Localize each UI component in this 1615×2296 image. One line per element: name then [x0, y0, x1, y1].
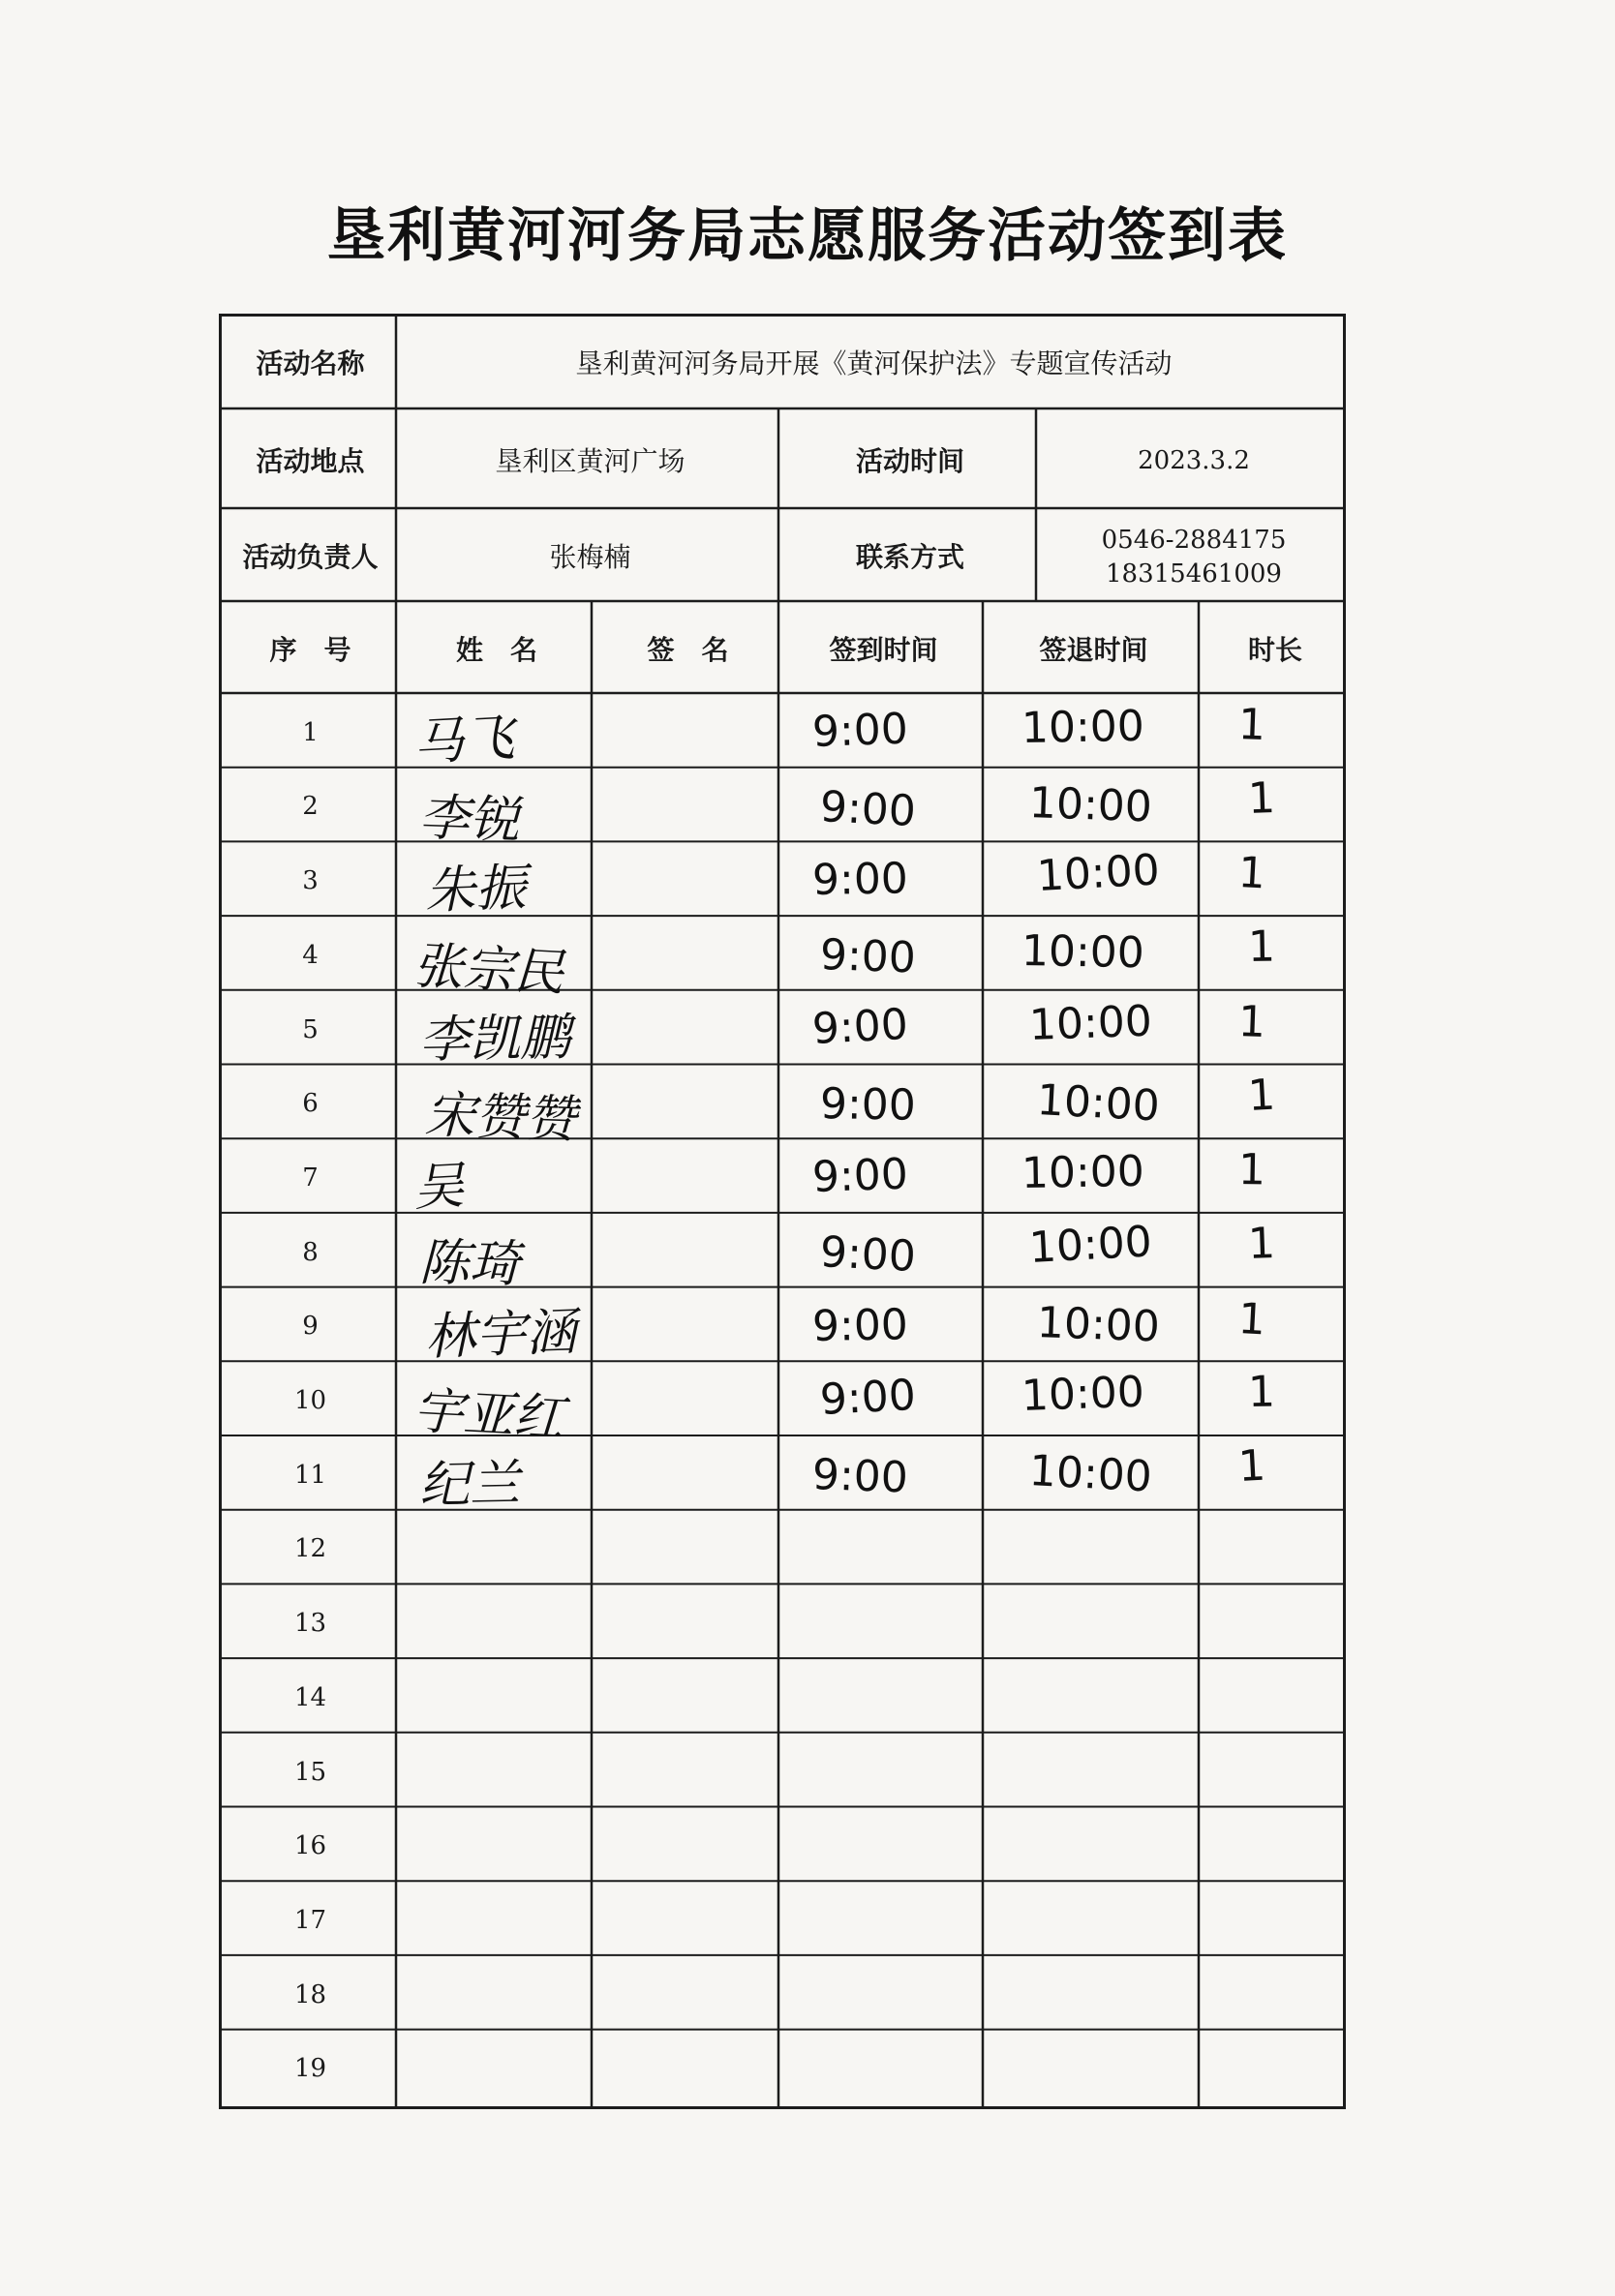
duration-value: 1: [1247, 1218, 1276, 1269]
row-number: 8: [302, 1237, 319, 1267]
row-number: 7: [302, 1163, 319, 1193]
handwritten-name: 李凯鹏: [418, 1009, 571, 1070]
duration-value: 1: [1237, 700, 1266, 750]
checkout-time: 10:00: [1027, 1217, 1153, 1273]
page-title: 垦利黄河河务局志愿服务活动签到表: [327, 202, 1288, 270]
checkout-time: 10:00: [1021, 926, 1145, 979]
checkin-time: 9:00: [811, 1450, 909, 1503]
contact-label: 联系方式: [855, 541, 964, 574]
duration-value: 1: [1237, 1145, 1266, 1195]
duration-value: 1: [1247, 921, 1276, 973]
handwritten-name: 陈琦: [418, 1233, 521, 1294]
checkout-time: 10:00: [1021, 1146, 1145, 1199]
handwritten-name: 朱振: [424, 859, 528, 921]
duration-value: 1: [1236, 848, 1267, 899]
checkout-time: 10:00: [1021, 1367, 1145, 1422]
checkout-time: 10:00: [1028, 777, 1153, 832]
checkout-time: 10:00: [1035, 845, 1161, 902]
checkout-time: 10:00: [1028, 996, 1153, 1050]
leader-value: 张梅楠: [549, 541, 631, 574]
checkin-time: 9:00: [811, 1299, 909, 1351]
location-value: 垦利区黄河广场: [495, 444, 686, 477]
row-number: 13: [293, 1609, 327, 1639]
handwritten-name: 李锐: [417, 788, 521, 851]
row-number: 3: [302, 866, 319, 896]
checkin-time: 9:00: [819, 1078, 917, 1131]
col-header-signature: 签 名: [647, 633, 729, 666]
leader-label: 活动负责人: [242, 541, 379, 574]
col-header-name: 姓 名: [455, 633, 537, 666]
activity-name-value: 垦利黄河河务局开展《黄河保护法》专题宣传活动: [575, 347, 1173, 380]
row-number: 10: [293, 1386, 327, 1416]
col-header-checkin: 签到时间: [829, 633, 938, 666]
checkin-time: 9:00: [819, 930, 917, 983]
checkin-time: 9:00: [811, 704, 909, 757]
row-number: 1: [302, 717, 319, 747]
duration-value: 1: [1237, 996, 1266, 1047]
checkin-time: 9:00: [818, 781, 918, 836]
checkin-time: 9:00: [818, 1371, 918, 1426]
duration-value: 1: [1247, 772, 1276, 824]
col-header-duration: 时长: [1247, 633, 1302, 666]
location-label: 活动地点: [256, 444, 365, 477]
row-number: 2: [302, 792, 319, 822]
row-number: 18: [293, 1979, 327, 2009]
sign-in-sheet: [219, 314, 1346, 2109]
handwritten-name: 林宇涵: [424, 1303, 578, 1367]
handwritten-name: 宋赞赞: [423, 1085, 577, 1149]
duration-value: 1: [1246, 1070, 1277, 1121]
col-header-checkout: 签退时间: [1039, 633, 1148, 666]
checkin-time: 9:00: [818, 1226, 918, 1283]
row-number: 4: [302, 940, 319, 970]
row-number: 19: [293, 2054, 327, 2084]
row-number: 17: [293, 1905, 327, 1935]
row-number: 5: [302, 1014, 319, 1044]
checkout-time: 10:00: [1036, 1297, 1161, 1352]
contact-value: [1039, 511, 1349, 604]
handwritten-name: 宇亚红: [411, 1382, 566, 1449]
handwritten-name: 吴: [411, 1157, 466, 1219]
duration-value: 1: [1236, 1293, 1267, 1345]
row-number: 14: [293, 1682, 327, 1712]
time-label: 活动时间: [855, 444, 964, 477]
row-number: 11: [293, 1460, 327, 1490]
row-number: 15: [293, 1757, 327, 1787]
row-number: 12: [293, 1534, 327, 1564]
time-value: 2023.3.2: [1138, 445, 1250, 475]
checkout-time: 10:00: [1027, 1446, 1153, 1502]
activity-name-label: 活动名称: [256, 347, 365, 380]
col-header-seq: 序 号: [269, 633, 351, 666]
duration-value: 1: [1247, 1367, 1276, 1418]
checkin-time: 9:00: [811, 854, 909, 906]
checkin-time: 9:00: [810, 999, 910, 1054]
handwritten-name: 张宗民: [411, 937, 566, 1004]
row-number: 16: [293, 1831, 327, 1861]
checkout-time: 10:00: [1035, 1074, 1161, 1132]
handwritten-name: 纪兰: [418, 1455, 521, 1515]
contact-phone-mobile: 18315461009: [1106, 559, 1282, 589]
duration-value: 1: [1236, 1440, 1267, 1492]
row-number: 6: [302, 1089, 319, 1119]
checkin-time: 9:00: [811, 1149, 909, 1203]
handwritten-name: 马飞: [411, 709, 516, 772]
contact-phone-landline: 0546-2884175: [1101, 525, 1287, 555]
row-number: 9: [302, 1312, 319, 1342]
checkout-time: 10:00: [1021, 701, 1145, 753]
